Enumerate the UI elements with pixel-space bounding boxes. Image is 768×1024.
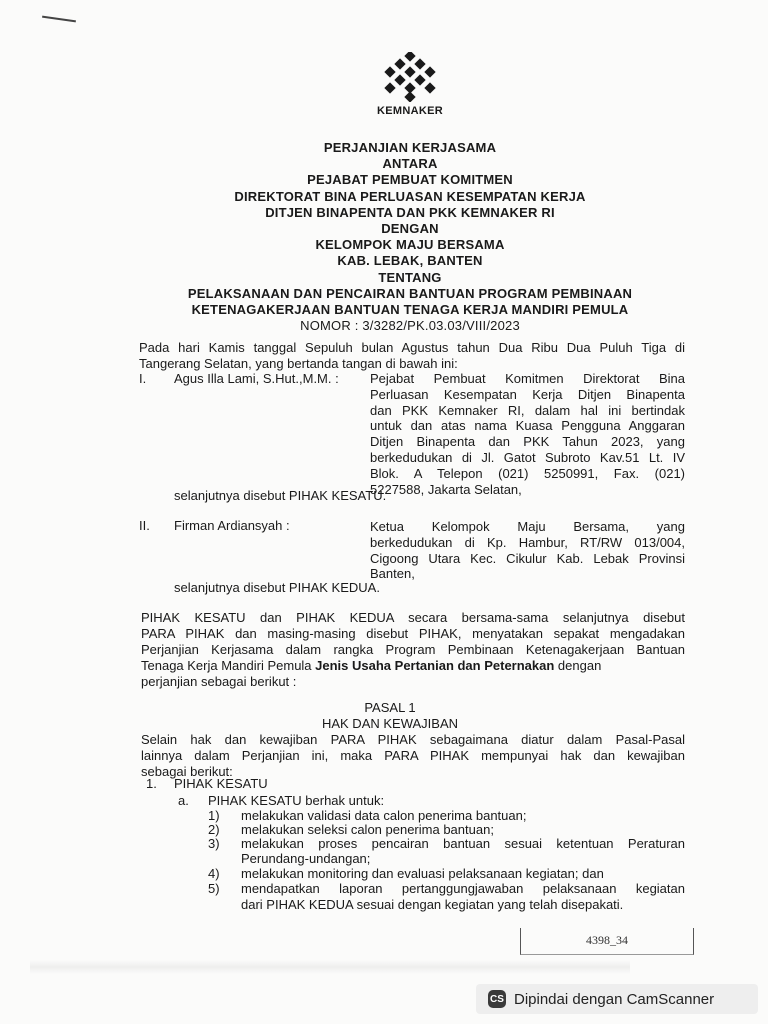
- title-line: PELAKSANAAN DAN PENCAIRAN BANTUAN PROGRAM PEMBINAAN: [187, 285, 633, 301]
- pasal-intro-line: lainnya dalam Perjanjian ini, maka PARA PIHAK mempunyai hak dan kewajiban: [141, 748, 685, 763]
- right-text: melakukan proses pencairan bantuan sesuai ketentuan Peraturan: [241, 836, 685, 851]
- party1-desc-line: Ditjen Binapenta dan PKK Tahun 2023, yang: [370, 434, 685, 450]
- party1-name: Agus Illa Lami, S.Hut.,M.M. :: [174, 371, 339, 386]
- agreement-text: Tenaga Kerja Mandiri Pemula: [141, 658, 316, 673]
- party1-desc-line: untuk dan atas nama Kuasa Pengguna Anggaran: [370, 418, 685, 434]
- pasal-heading: PASAL 1: [364, 700, 416, 715]
- pasal-intro-line: Selain hak dan kewajiban PARA PIHAK sebagaimana diatur dalam Pasal-Pasal: [141, 732, 685, 747]
- right-number: 1): [208, 808, 220, 823]
- scan-shadow: [30, 960, 630, 974]
- party2-desc-line: berkedudukan di Kp. Hambur, RT/RW 013/004,: [370, 534, 685, 550]
- intro-line: Tangerang Selatan, yang bertanda tangan di bawah ini:: [139, 356, 458, 371]
- title-line: DITJEN BINAPENTA DAN PKK KEMNAKER RI: [265, 204, 555, 220]
- right-number: 4): [208, 866, 220, 881]
- right-number: 3): [208, 836, 220, 851]
- right-text: melakukan monitoring dan evaluasi pelaksanaan kegiatan; dan: [241, 866, 604, 881]
- page-code-box: [520, 928, 694, 955]
- party1-referred-as: selanjutnya disebut PIHAK KESATU.: [174, 488, 387, 503]
- document-number: NOMOR : 3/3282/PK.03.03/VIII/2023: [300, 318, 520, 334]
- title-line: PERJANJIAN KERJASAMA: [323, 140, 497, 155]
- agreement-line: Perjanjian Kerjasama dalam rangka Program Pembinaan Ketenagakerjaan Bantuan: [141, 642, 685, 657]
- party1-description: [370, 371, 685, 497]
- camscanner-text: Dipindai dengan CamScanner: [514, 990, 715, 1008]
- camscanner-watermark: [476, 984, 758, 1014]
- party1-desc-line: Blok. A Telepon (021) 5250991, Fax. (021): [370, 465, 685, 481]
- agreement-line: PARA PIHAK dan masing-masing disebut PIHAK, menyatakan sepakat mengadakan: [141, 626, 685, 641]
- agreement-line: perjanjian sebagai berikut :: [141, 674, 297, 689]
- camscanner-icon: CS: [488, 990, 506, 1008]
- pen-mark: [42, 16, 76, 23]
- title-line: ANTARA: [382, 156, 438, 172]
- pasal-subheading: HAK DAN KEWAJIBAN: [321, 716, 459, 731]
- party1-desc-line: berkedudukan di Jl. Gatot Subroto Kav.51 Lt. IV: [370, 449, 685, 465]
- party2-description: [370, 519, 685, 582]
- title-line: PEJABAT PEMBUAT KOMITMEN: [307, 172, 513, 188]
- document-title: [120, 140, 700, 334]
- list-number: 1.: [146, 776, 157, 791]
- page-code: 4398_34: [586, 933, 628, 947]
- party2-desc-line: Ketua Kelompok Maju Bersama, yang: [370, 519, 685, 534]
- party2-numeral: II.: [139, 518, 150, 533]
- party2-desc-line: Banten,: [370, 566, 415, 582]
- right-number: 2): [208, 822, 220, 837]
- kemnaker-logo-icon: [382, 52, 438, 102]
- right-text: mendapatkan laporan pertanggungjawaban pelaksanaan kegiatan: [241, 881, 685, 896]
- party1-desc-line: 5227588, Jakarta Selatan,: [370, 481, 522, 497]
- party1-desc-line: dan PKK Kemnaker RI, dalam hal ini bertindak: [370, 402, 685, 418]
- logo-text: KEMNAKER: [377, 105, 443, 117]
- party2-name: Firman Ardiansyah :: [174, 518, 290, 533]
- title-line: KAB. LEBAK, BANTEN: [337, 253, 483, 269]
- sublist-letter: a.: [178, 793, 189, 808]
- sublist-label: PIHAK KESATU berhak untuk:: [208, 793, 385, 808]
- right-text: melakukan validasi data calon penerima bantuan;: [241, 808, 527, 823]
- title-line: KELOMPOK MAJU BERSAMA: [315, 237, 505, 253]
- intro-line: Pada hari Kamis tanggal Sepuluh bulan Agustus tahun Dua Ribu Dua Puluh Tiga di: [139, 340, 685, 355]
- right-text: melakukan seleksi calon penerima bantuan;: [241, 822, 494, 837]
- title-line: DENGAN: [381, 221, 439, 237]
- title-line: DIREKTORAT BINA PERLUASAN KESEMPATAN KERJA: [234, 188, 586, 204]
- agreement-line-4: [141, 658, 601, 674]
- right-text: Perundang-undangan;: [241, 851, 371, 866]
- right-number: 5): [208, 881, 220, 896]
- right-text: dari PIHAK KEDUA sesuai dengan kegiatan yang telah disepakati.: [241, 897, 624, 912]
- party1-desc-line: Pejabat Pembuat Komitmen Direktorat Bina: [370, 371, 685, 386]
- business-type: Jenis Usaha Pertanian dan Peternakan: [315, 658, 555, 673]
- list-item-label: PIHAK KESATU: [174, 776, 268, 791]
- party2-referred-as: selanjutnya disebut PIHAK KEDUA.: [174, 580, 380, 595]
- party1-desc-line: Perluasan Kesempatan Kerja Ditjen Binapenta: [370, 386, 685, 402]
- pasal-intro-line: sebagai berikut:: [141, 764, 233, 779]
- party2-desc-line: Cigoong Utara Kec. Cikulur Kab. Lebak Provinsi: [370, 550, 685, 566]
- party1-numeral: I.: [139, 371, 147, 386]
- title-line: TENTANG: [378, 269, 442, 285]
- title-line: KETENAGAKERJAAN BANTUAN TENAGA KERJA MANDIRI PEMULA: [191, 302, 629, 318]
- agreement-line: PIHAK KESATU dan PIHAK KEDUA secara bersama-sama selanjutnya disebut: [141, 610, 685, 625]
- agreement-text: dengan: [554, 658, 602, 673]
